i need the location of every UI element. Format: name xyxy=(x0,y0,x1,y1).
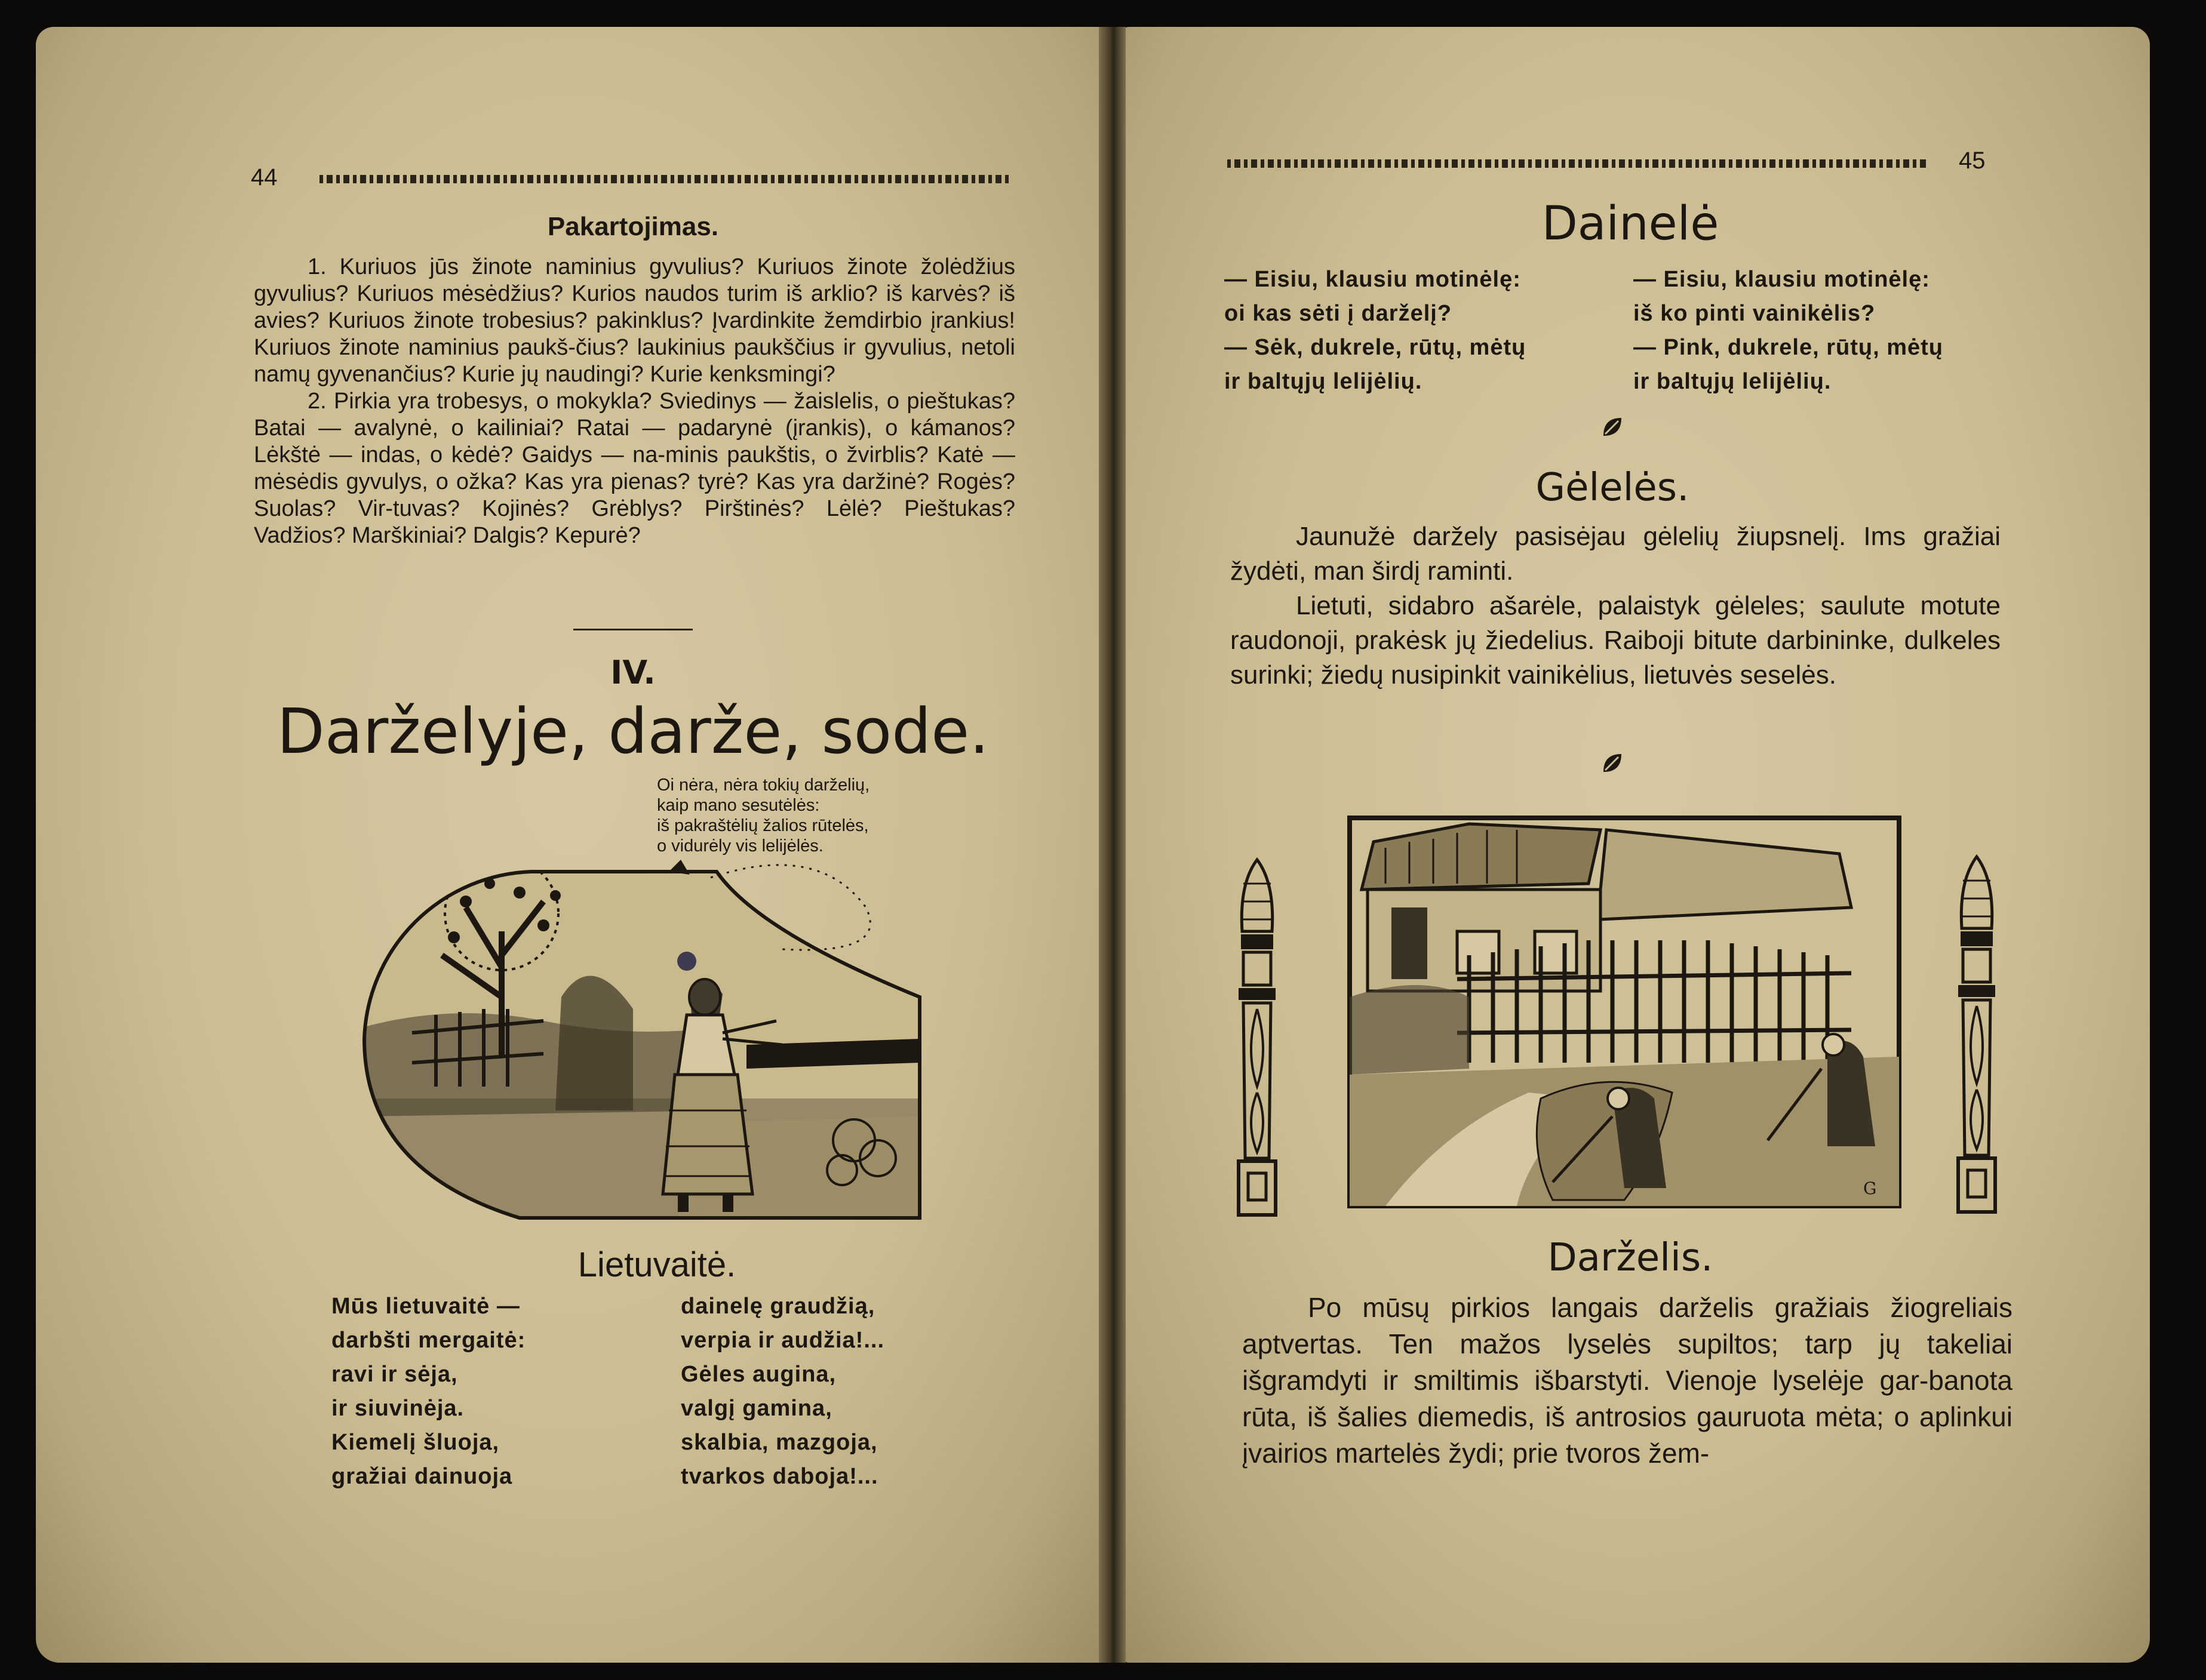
song-line: — Sėk, dukrele, rūtų, mėtų xyxy=(1224,335,1526,360)
carved-post-right-icon xyxy=(1956,854,1998,1218)
song-right-column xyxy=(1633,263,1943,399)
epigraph-line: Oi nėra, nėra tokių darželių, xyxy=(657,776,870,795)
poem-line: darbšti mergaitė: xyxy=(331,1328,526,1353)
review-paragraph-1: 1. Kuriuos jūs žinote naminius gyvulius? Kuriuos žinote žolėdžius gyvulius? Kuriuos mėsėdžius? Kurios naudos turim iš arklio? iš karvės? iš avies? Kuriuos žinote trobesius? pakinklus? Įvardinkite žemdirbio įrankius! Kuriuos žinote naminius paukš-čius? laukinius paukščius ir gyvulius, netoli namų gyvenančius? Kurie jų naudingi? Kurie kenksmingi? xyxy=(254,254,1015,387)
epigraph-line: iš pakraštėlių žalios rūtelės, xyxy=(657,816,869,835)
flowers-paragraph-1: Jaunužė daržely pasisėjau gėlelių žiupsnelį. Ims gražiai žydėti, man širdį raminti. xyxy=(1230,522,2001,586)
section-divider xyxy=(573,629,693,630)
chapter-title: Darželyje, darže, sode. xyxy=(276,695,990,768)
poem-line: Kiemelį šluoja, xyxy=(331,1430,500,1455)
page-number-left: 44 xyxy=(251,164,278,190)
poem-line: ravi ir sėja, xyxy=(331,1362,458,1387)
cottage-garden-illustration xyxy=(1350,818,1899,1206)
poem-title: Lietuvaitė. xyxy=(577,1245,736,1284)
flowers-title: Gėlelės. xyxy=(1535,466,1689,510)
song-line: iš ko pinti vainikėlis? xyxy=(1633,301,1876,326)
song-line: ir baltųjų lelijėlių. xyxy=(1633,369,1832,394)
garden-paragraph: Po mūsų pirkios langais darželis gražiais žiogreliais aptvertas. Ten mažos lyselės supiltos; tarp jų takeliai išgramdyti ir smiltimis išbarstyti. Vienoje lyselėje gar-banota rūta, iš šalies diemedis, iš antrosios gauruota mėta; o aplinkui įvairios martelės žydi; prie tvoros žem- xyxy=(1242,1292,2013,1469)
garden-title: Darželis. xyxy=(1547,1236,1713,1280)
flowers-text xyxy=(1230,519,2001,693)
header-ornament-right xyxy=(1227,159,1926,168)
poem-line: gražiai dainuoja xyxy=(331,1464,513,1489)
illustration-monogram: G xyxy=(1863,1179,1877,1198)
poem-line: Gėles augina, xyxy=(681,1362,837,1387)
song-title: Dainelė xyxy=(1541,197,1719,251)
poem-line: tvarkos daboja!... xyxy=(681,1464,878,1489)
song-line: — Pink, dukrele, rūtų, mėtų xyxy=(1633,335,1943,360)
epigraph xyxy=(657,775,870,856)
review-text xyxy=(254,254,1015,549)
garden-text xyxy=(1242,1290,2013,1472)
carved-post-left-icon xyxy=(1236,860,1278,1218)
poem-line: skalbia, mazgoja, xyxy=(681,1430,878,1455)
poem-line: ir siuvinėja. xyxy=(331,1396,465,1421)
song-line: oi kas sėti į darželį? xyxy=(1224,301,1452,326)
flowers-paragraph-2: Lietuti, sidabro ašarėle, palaistyk gėleles; saulute motute raudonoji, prakėsk jų žiedelius. Raiboji bitute darbininke, dulkeles surinki; žiedų nusipinkit vainikėlius, lietuvės seselės. xyxy=(1230,591,2001,690)
song-line: — Eisiu, klausiu motinėlę: xyxy=(1224,267,1521,292)
leaf-ornament-icon xyxy=(1600,415,1624,439)
review-title: Pakartojimas. xyxy=(547,212,719,241)
poem-line: dainelę graudžią, xyxy=(681,1294,875,1319)
poem-right-column xyxy=(681,1290,884,1494)
review-paragraph-2: 2. Pirkia yra trobesys, o mokykla? Sviedinys — žaislelis, o pieštukas? Batai — avalynė, o kailiniai? Ratai — padarynė (įrankis), o kámanos? Lėkštė — indas, o kėdė? Gaidys — na-minis paukštis, o žvirblis? Katė — mėsėdis gyvulys, o ožka? Kas yra pienas? tyrė? Kas yra daržinė? Rogės? Suolas? Vir-tuvas? Kojinės? Grėblys? Pirštinės? Lėlė? Pieštukas? Vadžios? Marškiniai? Dalgis? Kepurė? xyxy=(254,389,1015,548)
header-ornament-left xyxy=(319,175,1012,183)
poem-line: Mūs lietuvaitė — xyxy=(331,1294,520,1319)
epigraph-line: kaip mano sesutėlės: xyxy=(657,796,820,815)
page-number-right: 45 xyxy=(1959,147,1986,174)
song-line: — Eisiu, klausiu motinėlę: xyxy=(1633,267,1930,292)
book-gutter xyxy=(1099,27,1126,1663)
song-left-column xyxy=(1224,263,1526,399)
epigraph-line: o vidurėly vis lelijėlės. xyxy=(657,836,824,856)
poem-line: verpia ir audžia!... xyxy=(681,1328,884,1353)
poem-line: valgį gamina, xyxy=(681,1396,832,1421)
leaf-ornament-icon xyxy=(1600,751,1624,775)
girl-garden-illustration xyxy=(364,860,1003,1230)
song-line: ir baltųjų lelijėlių. xyxy=(1224,369,1422,394)
poem-left-column xyxy=(331,1290,526,1494)
chapter-number: IV. xyxy=(610,654,656,691)
